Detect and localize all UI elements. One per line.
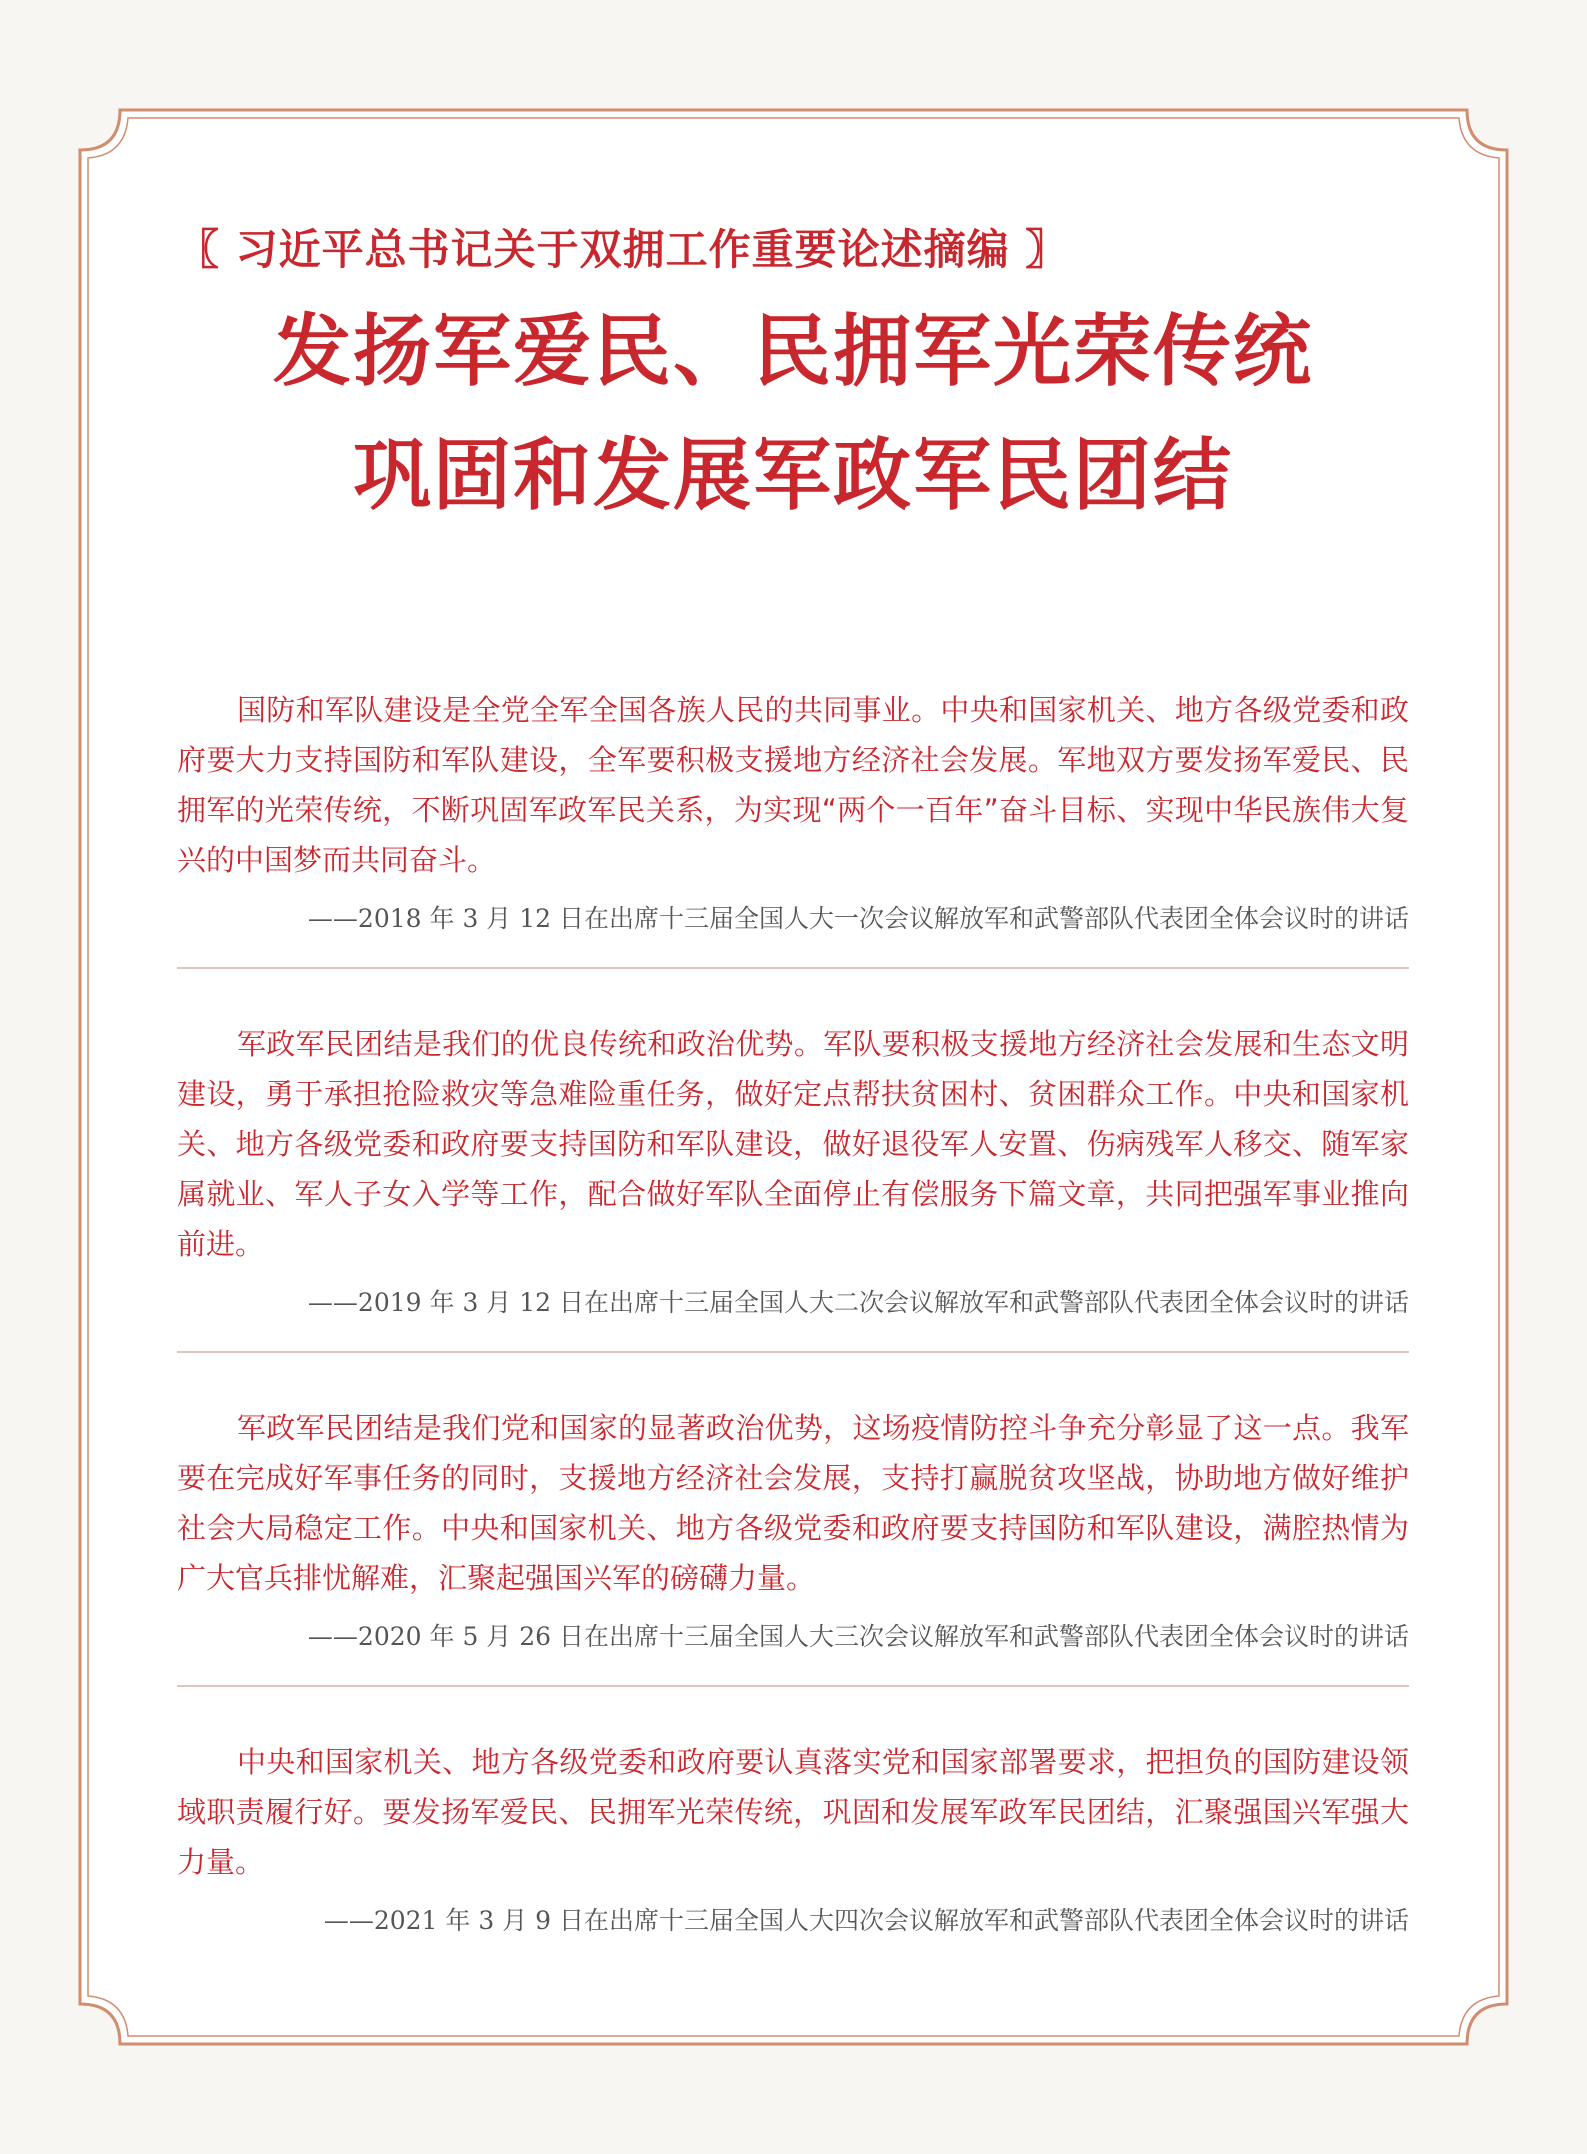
quote-item xyxy=(177,1403,1409,1657)
divider xyxy=(177,1351,1409,1353)
quote-text: 国防和军队建设是全党全军全国各族人民的共同事业。中央和国家机关、地方各级党委和政府要大力支持国防和军队建设，全军要积极支援地方经济社会发展。军地双方要发扬军爱民、民拥军的光荣传统，不断巩固军政军民关系，为实现“两个一百年”奋斗目标、实现中华民族伟大复兴的中国梦而共同奋斗。 xyxy=(177,693,1409,877)
quote-text: 中央和国家机关、地方各级党委和政府要认真落实党和国家部署要求，把担负的国防建设领域职责履行好。要发扬军爱民、民拥军光荣传统，巩固和发展军政军民团结，汇聚强国兴军强大力量。 xyxy=(177,1745,1409,1879)
quote-text: 军政军民团结是我们的优良传统和政治优势。军队要积极支援地方经济社会发展和生态文明建设，勇于承担抢险救灾等急难险重任务，做好定点帮扶贫困村、贫困群众工作。中央和国家机关、地方各级党委和政府要支持国防和军队建设，做好退役军人安置、伤病残军人移交、随军家属就业、军人子女入学等工作，配合做好军队全面停止有偿服务下篇文章，共同把强军事业推向前进。 xyxy=(177,1027,1409,1261)
article-content xyxy=(177,220,1409,1935)
quote-source: ——2019 年 3 月 12 日在出席十三届全国人大二次会议解放军和武警部队代表团全体会议时的讲话 xyxy=(307,1288,1409,1317)
quote-source: ——2020 年 5 月 26 日在出席十三届全国人大三次会议解放军和武警部队代表团全体会议时的讲话 xyxy=(307,1622,1409,1651)
quote-source: ——2021 年 3 月 9 日在出席十三届全国人大四次会议解放军和武警部队代表团全体会议时的讲话 xyxy=(323,1906,1409,1935)
divider xyxy=(177,1685,1409,1687)
quote-source: ——2018 年 3 月 12 日在出席十三届全国人大一次会议解放军和武警部队代表团全体会议时的讲话 xyxy=(307,904,1409,933)
divider xyxy=(177,967,1409,969)
series-title: 〖 习近平总书记关于双拥工作重要论述摘编 〗 xyxy=(177,225,1069,274)
quote-item xyxy=(177,1737,1409,1941)
quote-item xyxy=(177,1019,1409,1323)
main-title xyxy=(177,290,1409,538)
main-title-line-2: 巩固和发展军政军民团结 xyxy=(352,431,1233,521)
main-title-line-1: 发扬军爱民、民拥军光荣传统 xyxy=(272,307,1313,397)
quote-item xyxy=(177,685,1409,939)
quote-list xyxy=(177,685,1409,1941)
quote-text: 军政军民团结是我们党和国家的显著政治优势，这场疫情防控斗争充分彰显了这一点。我军要在完成好军事任务的同时，支援地方经济社会发展，支持打赢脱贫攻坚战，协助地方做好维护社会大局稳定工作。中央和国家机关、地方各级党委和政府要支持国防和军队建设，满腔热情为广大官兵排忧解难，汇聚起强国兴军的磅礴力量。 xyxy=(177,1411,1409,1595)
